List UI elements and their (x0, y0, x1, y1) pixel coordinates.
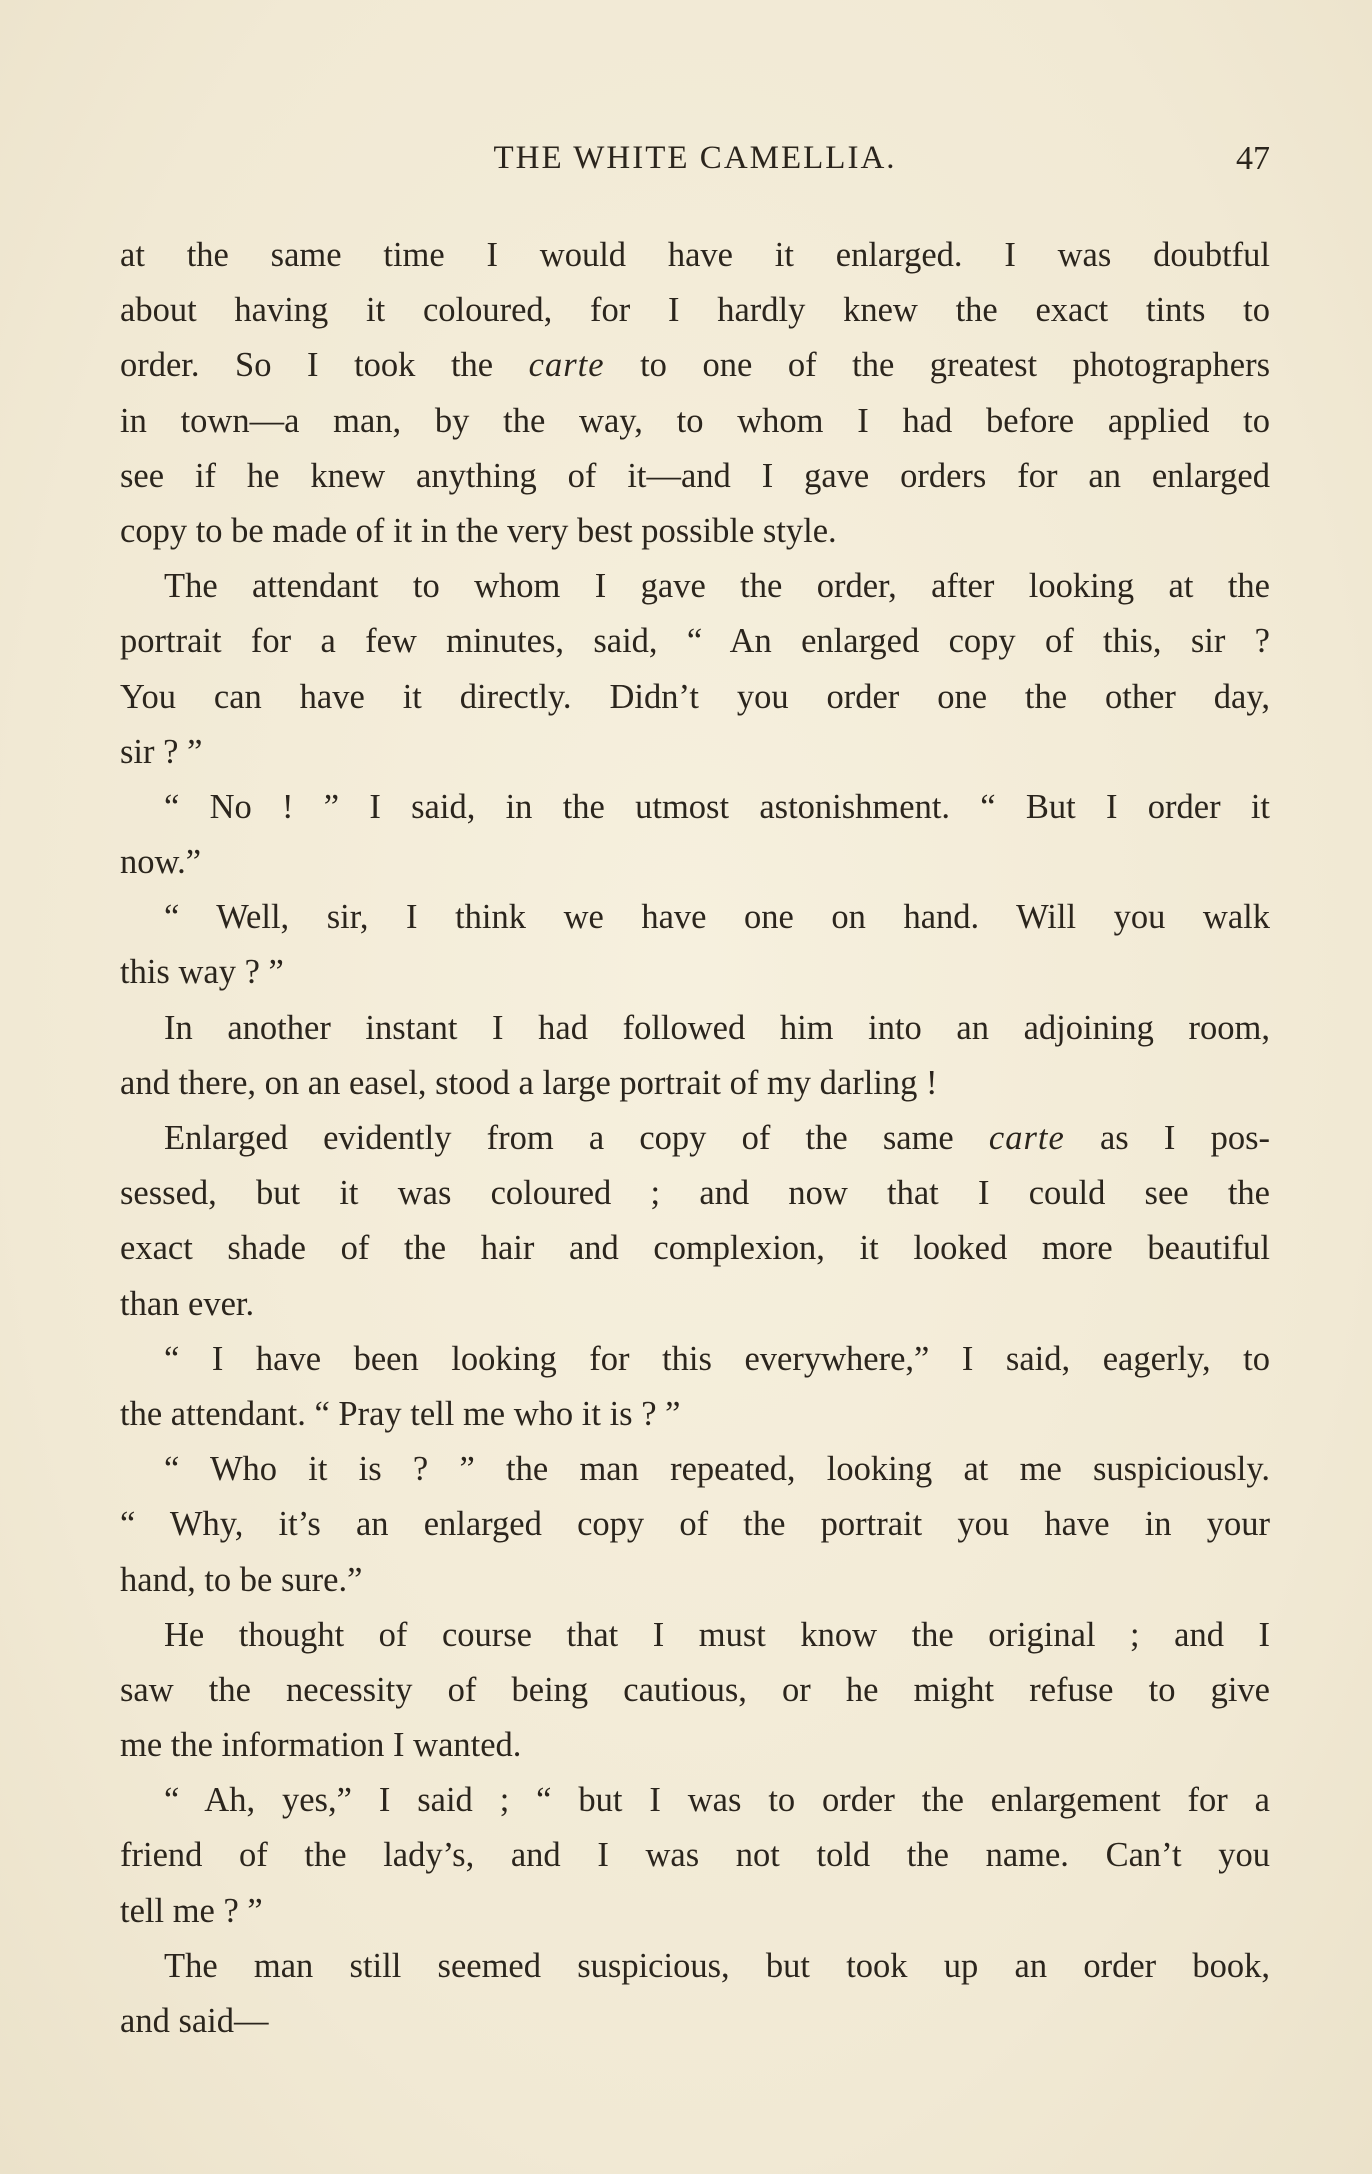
text-segment: and there, on an easel, stood a large portrait of my darling ! (120, 1063, 938, 1102)
text-line (120, 1166, 1270, 1221)
running-head (120, 140, 1270, 180)
text-line (120, 1939, 1270, 1994)
text-segment: “ Why, it’s an enlarged copy of the portrait you have in your (120, 1505, 1270, 1544)
text-segment: tell me ? ” (120, 1891, 263, 1930)
text-line (120, 670, 1270, 725)
text-line (120, 780, 1270, 835)
text-line (120, 283, 1270, 338)
text-segment: at the same time I would have it enlarged. I was doubtful (120, 236, 1270, 274)
text-line (120, 228, 1270, 283)
text-segment: The attendant to whom I gave the order, after looking at the (164, 567, 1270, 606)
text-segment: the attendant. “ Pray tell me who it is ? ” (120, 1394, 681, 1433)
text-segment: in town—a man, by the way, to whom I had before applied to (120, 401, 1270, 440)
text-segment: to one of the greatest photographers (604, 346, 1270, 385)
text-segment: “ Well, sir, I think we have one on hand. Will you walk (164, 898, 1270, 937)
text-segment: see if he knew anything of it—and I gave orders for an enlarged (120, 456, 1270, 495)
text-segment: “ Ah, yes,” I said ; “ but I was to order the enlargement for a (164, 1781, 1270, 1820)
text-line (120, 1553, 1270, 1608)
text-segment: “ I have been looking for this everywhere,” I said, eagerly, to (164, 1339, 1270, 1378)
text-line (120, 1056, 1270, 1111)
text-line (120, 725, 1270, 780)
text-segment: as I pos- (1064, 1119, 1270, 1157)
text-segment: me the information I wanted. (120, 1726, 522, 1765)
text-segment: “ No ! ” I said, in the utmost astonishment. “ But I order it (164, 787, 1270, 826)
text-line (120, 449, 1270, 504)
text-line (120, 1332, 1270, 1387)
text-line (120, 1111, 1270, 1166)
text-line (120, 945, 1270, 1000)
text-line (120, 1277, 1270, 1332)
text-segment: “ Who it is ? ” the man repeated, looking at me suspiciously. (164, 1450, 1270, 1489)
text-segment: portrait for a few minutes, said, “ An enlarged copy of this, sir ? (120, 622, 1270, 661)
text-line (120, 1608, 1270, 1663)
text-line (120, 1773, 1270, 1828)
text-segment: and said— (120, 2002, 269, 2040)
text-segment: Enlarged evidently from a copy of the same (164, 1119, 989, 1157)
text-line (120, 504, 1270, 559)
text-segment: this way ? ” (120, 953, 284, 992)
text-segment: He thought of course that I must know the original ; and I (164, 1615, 1270, 1654)
text-line (120, 835, 1270, 890)
text-line (120, 1221, 1270, 1276)
text-line (120, 1387, 1270, 1442)
text-line (120, 1884, 1270, 1939)
text-segment: order. So I took the (120, 346, 529, 385)
body-text (120, 228, 1270, 2049)
text-line (120, 1001, 1270, 1056)
text-line (120, 614, 1270, 669)
text-line (120, 1442, 1270, 1497)
text-segment: sessed, but it was coloured ; and now that I could see the (120, 1174, 1270, 1213)
text-line (120, 1828, 1270, 1883)
text-segment: In another instant I had followed him into an adjoining room, (164, 1008, 1270, 1047)
text-segment: about having it coloured, for I hardly knew the exact tints to (120, 291, 1270, 330)
text-line (120, 338, 1270, 393)
italic-word: carte (988, 1119, 1065, 1157)
italic-word: carte (528, 346, 605, 385)
text-segment: copy to be made of it in the very best possible style. (120, 511, 837, 550)
text-segment: friend of the lady’s, and I was not told the name. Can’t you (120, 1836, 1270, 1875)
text-line (120, 394, 1270, 449)
text-segment: than ever. (120, 1284, 255, 1323)
text-line (120, 1718, 1270, 1773)
text-line (120, 1663, 1270, 1718)
text-segment: You can have it directly. Didn’t you order one the other day, (120, 677, 1270, 716)
page-number: 47 (1236, 140, 1270, 177)
text-segment: sir ? ” (120, 732, 203, 771)
text-line (120, 1994, 1270, 2049)
text-segment: now.” (120, 843, 202, 882)
text-line (120, 1497, 1270, 1552)
text-segment: saw the necessity of being cautious, or he might refuse to give (120, 1670, 1270, 1709)
text-segment: The man still seemed suspicious, but took up an order book, (164, 1946, 1270, 1985)
text-line (120, 559, 1270, 614)
text-line (120, 890, 1270, 945)
running-title: THE WHITE CAMELLIA. (493, 140, 897, 176)
text-segment: hand, to be sure.” (120, 1560, 363, 1599)
text-segment: exact shade of the hair and complexion, it looked more beautiful (120, 1229, 1270, 1268)
